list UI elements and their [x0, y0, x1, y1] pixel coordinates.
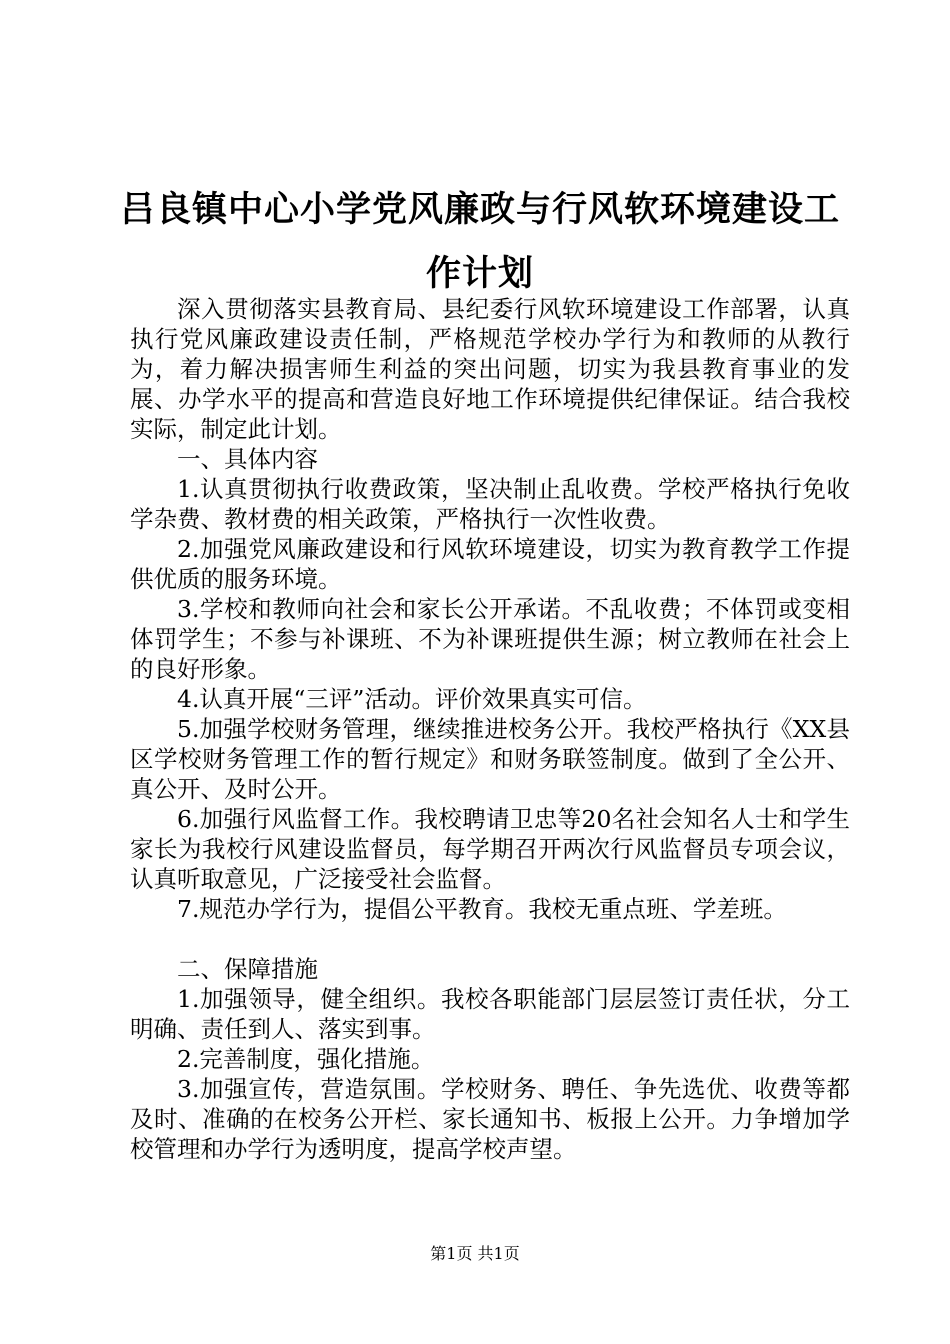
content-item-1: 1.认真贯彻执行收费政策，坚决制止乱收费。学校严格执行免收学杂费、教材费的相关政策，严格执行一次性收费。	[130, 475, 850, 533]
document-body	[130, 294, 850, 1164]
content-item-5: 5.加强学校财务管理，继续推进校务公开。我校严格执行《XX县区学校财务管理工作的暂行规定》和财务联签制度。做到了全公开、真公开、及时公开。	[130, 715, 850, 803]
content-item-7: 7.规范办学行为，提倡公平教育。我校无重点班、学差班。	[177, 895, 787, 923]
content-item-2: 2.加强党风廉政建设和行风软环境建设，切实为教育教学工作提供优质的服务环境。	[130, 535, 850, 593]
section-heading-content: 一、具体内容	[177, 445, 318, 473]
content-item-4: 4.认真开展“三评”活动。评价效果真实可信。	[177, 685, 647, 713]
page-footer: 第1页 共1页	[430, 1244, 520, 1263]
document-title: 吕良镇中心小学党风廉政与行风软环境建设工作计划	[120, 189, 841, 294]
section-heading-measures: 二、保障措施	[177, 955, 318, 983]
measure-item-2: 2.完善制度，强化措施。	[177, 1045, 435, 1073]
measure-item-3: 3.加强宣传，营造氛围。学校财务、聘任、争先选优、收费等都及时、准确的在校务公开栏、家长通知书、板报上公开。力争增加学校管理和办学行为透明度，提高学校声望。	[130, 1075, 850, 1163]
intro-paragraph: 深入贯彻落实县教育局、县纪委行风软环境建设工作部署，认真执行党风廉政建设责任制，严格规范学校办学行为和教师的从教行为，着力解决损害师生利益的突出问题，切实为我县教育事业的发展、办学水平的提高和营造良好地工作环境提供纪律保证。结合我校实际，制定此计划。	[130, 295, 850, 443]
measure-item-1: 1.加强领导，健全组织。我校各职能部门层层签订责任状，分工明确、责任到人、落实到事。	[130, 985, 850, 1043]
content-item-3: 3.学校和教师向社会和家长公开承诺。不乱收费；不体罚或变相体罚学生；不参与补课班、不为补课班提供生源；树立教师在社会上的良好形象。	[130, 595, 850, 683]
content-item-6: 6.加强行风监督工作。我校聘请卫忠等20名社会知名人士和学生家长为我校行风建设监督员，每学期召开两次行风监督员专项会议，认真听取意见，广泛接受社会监督。	[130, 805, 850, 893]
